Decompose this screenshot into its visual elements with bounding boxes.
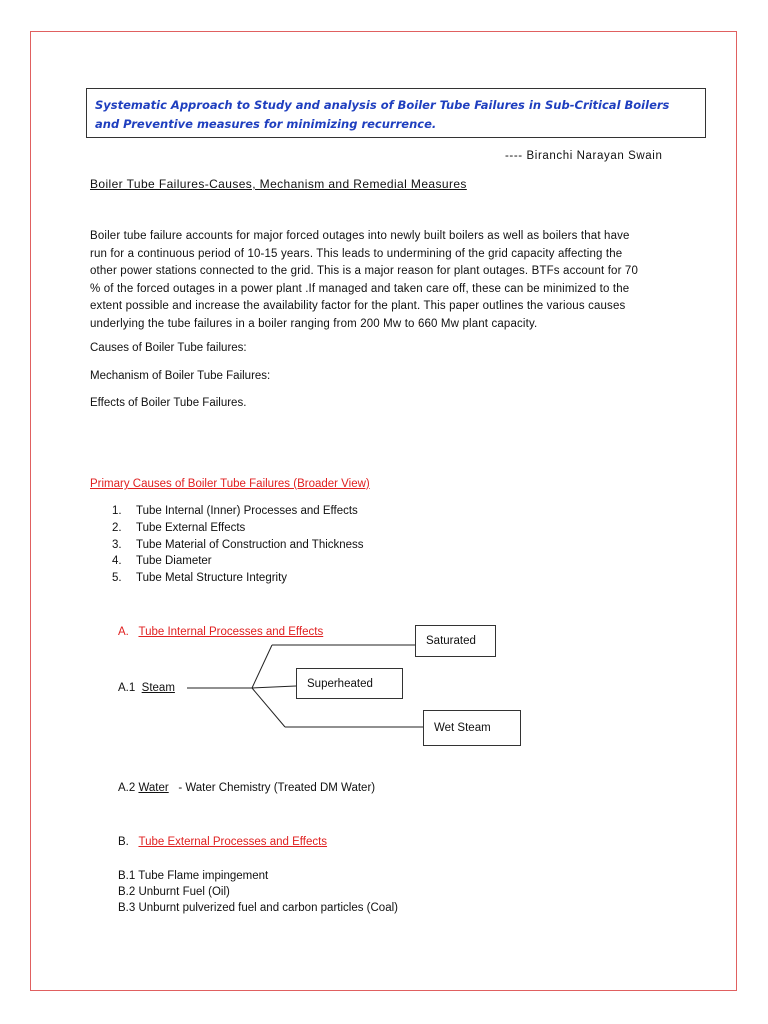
section-b-heading (118, 834, 327, 850)
node-saturated: Saturated (415, 625, 496, 657)
list-number: 3. (112, 538, 122, 551)
node-wet-steam: Wet Steam (423, 710, 521, 746)
a1-prefix: A.1 (118, 682, 136, 694)
b2-item: B.2 Unburnt Fuel (Oil) (118, 886, 230, 898)
list-text: Tube Internal (Inner) Processes and Effects (136, 505, 358, 517)
primary-causes-heading: Primary Causes of Boiler Tube Failures (Broader View) (90, 478, 370, 490)
section-heading: Boiler Tube Failures-Causes, Mechanism and Remedial Measures (90, 177, 467, 191)
list-number: 1. (112, 505, 122, 517)
paragraph-line: run for a continuous period of 10-15 years. This leads to undermining of the grid capacity affecting the (90, 247, 623, 260)
list-text: Tube Diameter (136, 555, 212, 568)
node-superheated: Superheated (296, 668, 403, 699)
topic-mechanism: Mechanism of Boiler Tube Failures: (90, 370, 271, 382)
section-a-label: A. (118, 626, 129, 638)
list-number: 2. (112, 521, 122, 534)
a2-line (118, 780, 375, 796)
connector-line (252, 688, 285, 727)
paragraph-line: other power stations connected to the grid. This is a major reason for plant outages. BTFs account for 70 (90, 265, 639, 278)
b3-item: B.3 Unburnt pulverized fuel and carbon particles (Coal) (118, 902, 398, 914)
b1-item: B.1 Tube Flame impingement (118, 870, 269, 882)
a2-term: Water (138, 782, 169, 794)
document-title: Systematic Approach to Study and analysis of Boiler Tube Failures in Sub-Critical Boilers and Preventive measures for minimizing recurrence. (86, 88, 706, 138)
connector-line (252, 686, 296, 688)
paragraph-line: Boiler tube failure accounts for major forced outages into newly built boilers as well as boilers that have (90, 230, 630, 242)
a1-term: Steam (141, 682, 175, 694)
topic-causes: Causes of Boiler Tube failures: (90, 342, 247, 354)
paragraph-line: extent possible and increase the availability factor for the plant. This paper outlines the various causes (90, 300, 626, 313)
list-text: Tube Material of Construction and Thickness (136, 538, 364, 551)
connector-line (252, 645, 272, 688)
list-number: 5. (112, 572, 122, 585)
section-a-title: Tube Internal Processes and Effects (138, 626, 324, 638)
list-text: Tube Metal Structure Integrity (136, 572, 288, 585)
paragraph-line: underlying the tube failures in a boiler ranging from 200 Mw to 660 Mw plant capacity. (90, 317, 538, 330)
list-text: Tube External Effects (136, 521, 246, 534)
a1-line (118, 680, 175, 696)
section-b-label: B. (118, 836, 129, 848)
a2-description: - Water Chemistry (Treated DM Water) (178, 782, 376, 794)
paragraph-line: % of the forced outages in a power plant .If managed and taken care off, these can be minimized to the (90, 282, 630, 295)
topic-effects: Effects of Boiler Tube Failures. (90, 397, 247, 409)
a2-prefix: A.2 (118, 782, 136, 794)
author-line: ---- Biranchi Narayan Swain (505, 150, 663, 162)
list-number: 4. (112, 555, 122, 568)
section-b-title: Tube External Processes and Effects (138, 836, 328, 848)
